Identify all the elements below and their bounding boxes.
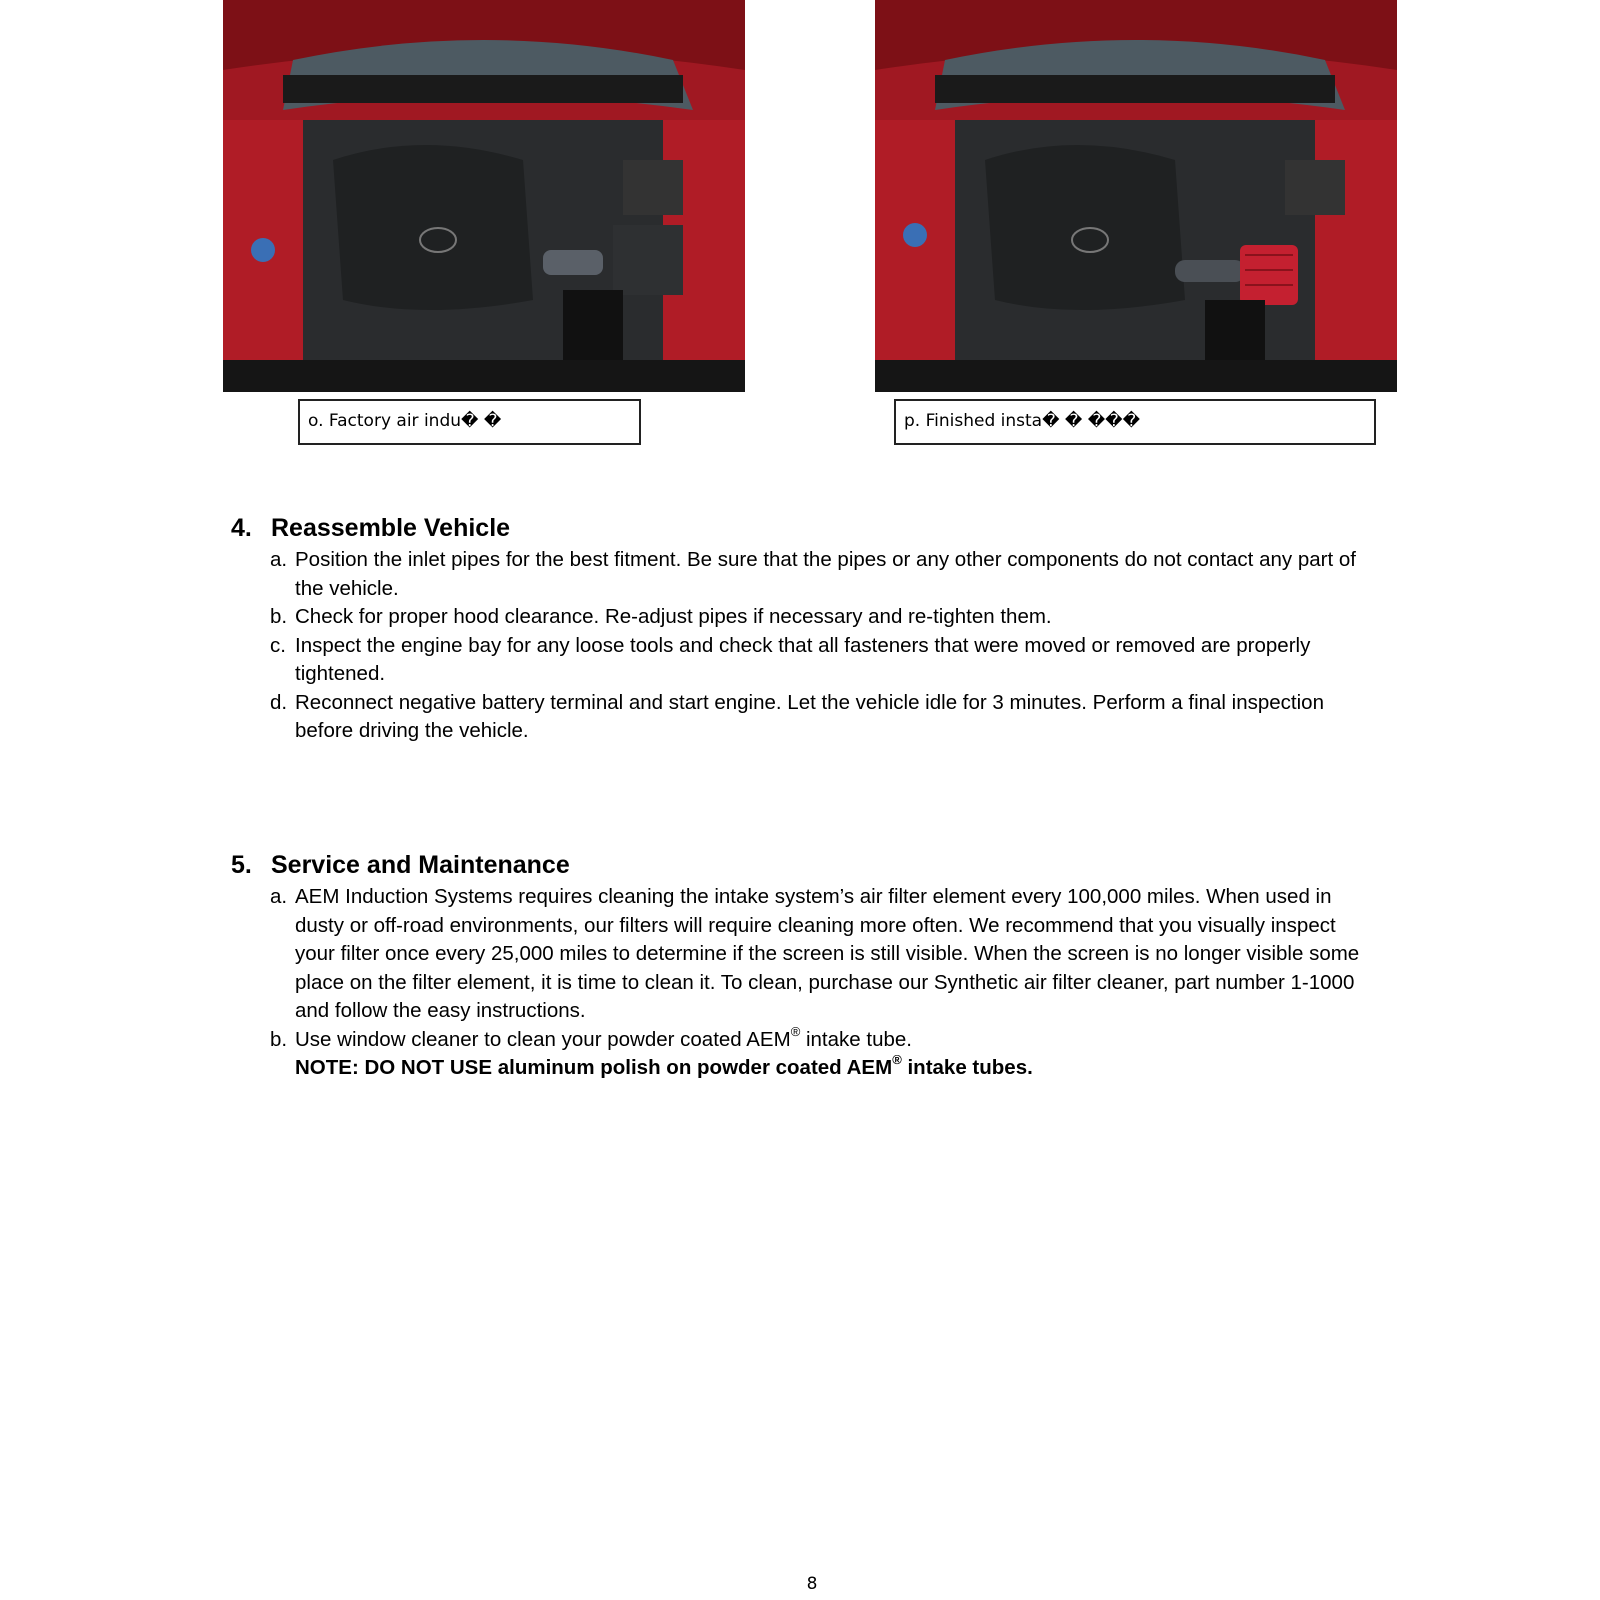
step-letter: b.	[270, 605, 288, 628]
engine-bay-image	[223, 0, 745, 392]
section-heading	[231, 849, 1381, 883]
step-text: Use window cleaner to clean your powder coated AEM	[295, 1027, 791, 1051]
step-letter: b.	[270, 1027, 288, 1051]
section-title: Service and Maintenance	[271, 851, 570, 879]
step-list	[231, 546, 1381, 746]
figure-caption-p: p. Finished insta� � ���	[894, 399, 1376, 445]
registered-mark: ®	[790, 1023, 801, 1039]
step-item	[231, 883, 1381, 1026]
step-text: AEM Induction Systems requires cleaning the intake system’s air filter element every 100,000 miles. When used in dusty or off-road environments, our filters will require cleaning more often. We recommend that you visually inspect your filter once every 25,000 miles to determine if the screen is still visible. When the screen is no longer visible some place on the filter element, it is time to clean it. To clean, purchase our Synthetic air filter cleaner, part number 1-1000 and follow the easy instructions.	[295, 885, 1360, 1022]
section-number: 4.	[231, 514, 252, 542]
section-title: Reassemble Vehicle	[271, 514, 511, 542]
factory-intake-photo	[223, 0, 745, 392]
step-text: Reconnect negative battery terminal and start engine. Let the vehicle idle for 3 minutes. Perform a final inspection before driving the vehicle.	[295, 690, 1324, 742]
page-number: 8	[806, 1574, 818, 1594]
step-text: Inspect the engine bay for any loose tools and check that all fasteners that were moved or removed are properly tightened.	[295, 633, 1311, 685]
section-heading	[231, 512, 1381, 546]
step-text: Check for proper hood clearance. Re-adjust pipes if necessary and re-tighten them.	[295, 605, 1052, 628]
note-text-end: intake tubes.	[901, 1056, 1033, 1079]
step-letter: a.	[270, 548, 288, 571]
figure-caption-o: o. Factory air indu� �	[298, 399, 641, 445]
step-text-end: intake tube.	[800, 1027, 912, 1051]
step-list	[231, 883, 1381, 1054]
registered-mark: ®	[892, 1052, 902, 1068]
maintenance-note	[231, 1054, 1381, 1083]
section-reassemble-vehicle	[231, 512, 1381, 746]
step-letter: d.	[270, 690, 288, 714]
engine-bay-image	[875, 0, 1397, 392]
step-item	[231, 632, 1381, 689]
step-item	[231, 603, 1381, 632]
step-letter: c.	[270, 633, 286, 657]
note-text: NOTE: DO NOT USE aluminum polish on powder coated AEM	[295, 1056, 893, 1079]
section-service-maintenance	[231, 849, 1381, 1083]
step-item	[231, 689, 1381, 746]
section-number: 5.	[231, 851, 252, 879]
step-item	[231, 546, 1381, 603]
step-letter: a.	[270, 885, 288, 908]
step-text: Position the inlet pipes for the best fitment. Be sure that the pipes or any other components do not contact any part of the vehicle.	[295, 548, 1356, 600]
step-item	[231, 1023, 1381, 1055]
finished-install-photo	[875, 0, 1397, 392]
